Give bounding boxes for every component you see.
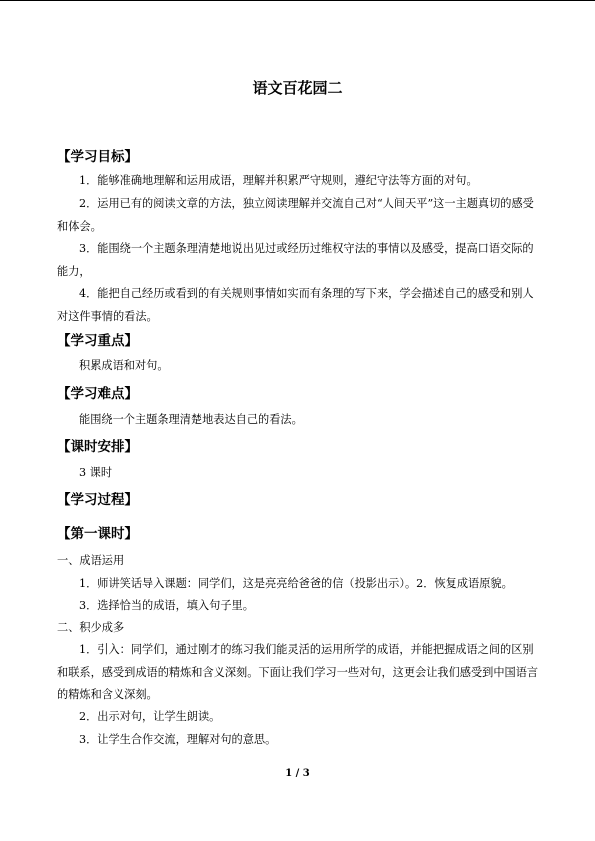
lesson1-heading: 【第一课时】 bbox=[57, 526, 138, 542]
goals-heading: 【学习目标】 bbox=[57, 149, 138, 165]
goal-item-2: 2．运用已有的阅读文章的方法，独立阅读理解并交流自己对“人间天平”这一主题真切的感受和体会。 bbox=[57, 197, 534, 233]
difficulty-text: 能围绕一个主题条理清楚地表达自己的看法。 bbox=[79, 413, 303, 426]
schedule-heading: 【课时安排】 bbox=[57, 439, 138, 455]
goal-item-4: 4．能把自己经历或看到的有关规则事情如实而有条理的写下来，学会描述自己的感受和别人对这件事情的看法。 bbox=[57, 287, 534, 323]
part1-item-1: 1．师讲笑话导入课题：同学们，这是亮亮给爸爸的信（投影出示）。2．恢复成语原貌。 bbox=[79, 577, 513, 590]
page-title: 语文百花园二 bbox=[252, 79, 343, 97]
schedule-text: 3 课时 bbox=[79, 466, 113, 479]
process-heading: 【学习过程】 bbox=[57, 492, 138, 508]
focus-heading: 【学习重点】 bbox=[57, 333, 138, 349]
part1-title: 一、成语运用 bbox=[57, 554, 125, 567]
goal-item-1: 1．能够准确地理解和运用成语，理解并积累严守规则，遵纪守法等方面的对句。 bbox=[79, 174, 478, 187]
focus-text: 积累成语和对句。 bbox=[79, 359, 169, 372]
part2-item-2: 2．出示对句，让学生朗读。 bbox=[79, 710, 221, 723]
part2-item-1: 1．引入：同学们，通过刚才的练习我们能灵活的运用所学的成语，并能把握成语之间的区别和联系，感受到成语的精炼和含义深刻。下面让我们学习一些对句，这更会让我们感受到中国语言的精炼和含义深刻。 bbox=[57, 643, 539, 701]
page-number: 1 / 3 bbox=[285, 768, 310, 779]
part1-item-2: 3．选择恰当的成语，填入句子里。 bbox=[79, 599, 254, 612]
difficulty-heading: 【学习难点】 bbox=[57, 386, 138, 402]
part2-item-3: 3．让学生合作交流，理解对句的意思。 bbox=[79, 733, 277, 746]
goal-item-3: 3．能围绕一个主题条理清楚地说出见过或经历过维权守法的事情以及感受，提高口语交际的能力， bbox=[57, 242, 534, 278]
part2-title: 二、积少成多 bbox=[57, 621, 125, 634]
